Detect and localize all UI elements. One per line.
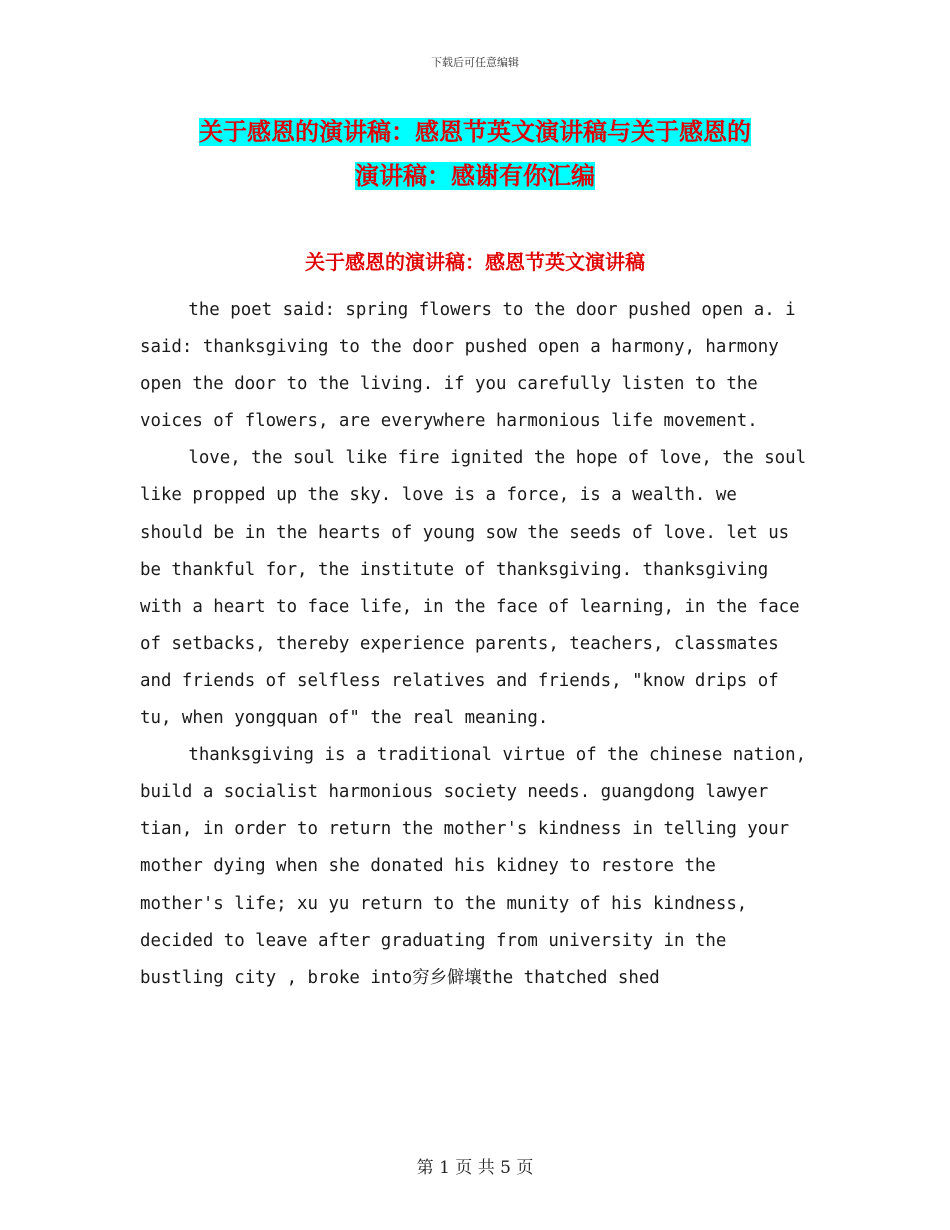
page-header: 下载后可任意编辑 <box>431 56 519 69</box>
paragraph: thanksgiving is a traditional virtue of the chinese nation, build a socialist harmonious society needs. guangdong lawyer tian, in order to return the mother's kindness in telling your mother dying when she donated his kidney to restore the mother's life; xu yu return to the munity of his kindness, decided to leave after graduating from university in the bustling city , broke into穷乡僻壤the thatched shed <box>140 745 807 988</box>
page-footer: 第 1 页 共 5 页 <box>416 1158 534 1178</box>
paragraph: love, the soul like fire ignited the hope of love, the soul like propped up the sky. love is a force, is a wealth. we should be in the hearts of young sow the seeds of love. let us be thankful for, the institute of thanksgiving. thanksgiving with a heart to face life, in the face of learning, in the face of setbacks, thereby experience parents, teachers, classmates and friends of selfless relatives and friends, "know drips of tu, when yongquan of" the real meaning. <box>140 448 807 729</box>
document-title <box>140 110 810 198</box>
paragraph: the poet said: spring flowers to the door pushed open a. i said: thanksgiving to the door pushed open a harmony, harmony open the door to the living. if you carefully listen to the voices of flowers, are everywhere harmonious life movement. <box>140 300 796 432</box>
document-title-line-2: 演讲稿：感谢有你汇编 <box>355 162 595 190</box>
document-title-line-1: 关于感恩的演讲稿：感恩节英文演讲稿与关于感恩的 <box>199 118 751 146</box>
section-title: 关于感恩的演讲稿：感恩节英文演讲稿 <box>305 250 645 274</box>
document-body <box>140 292 810 997</box>
